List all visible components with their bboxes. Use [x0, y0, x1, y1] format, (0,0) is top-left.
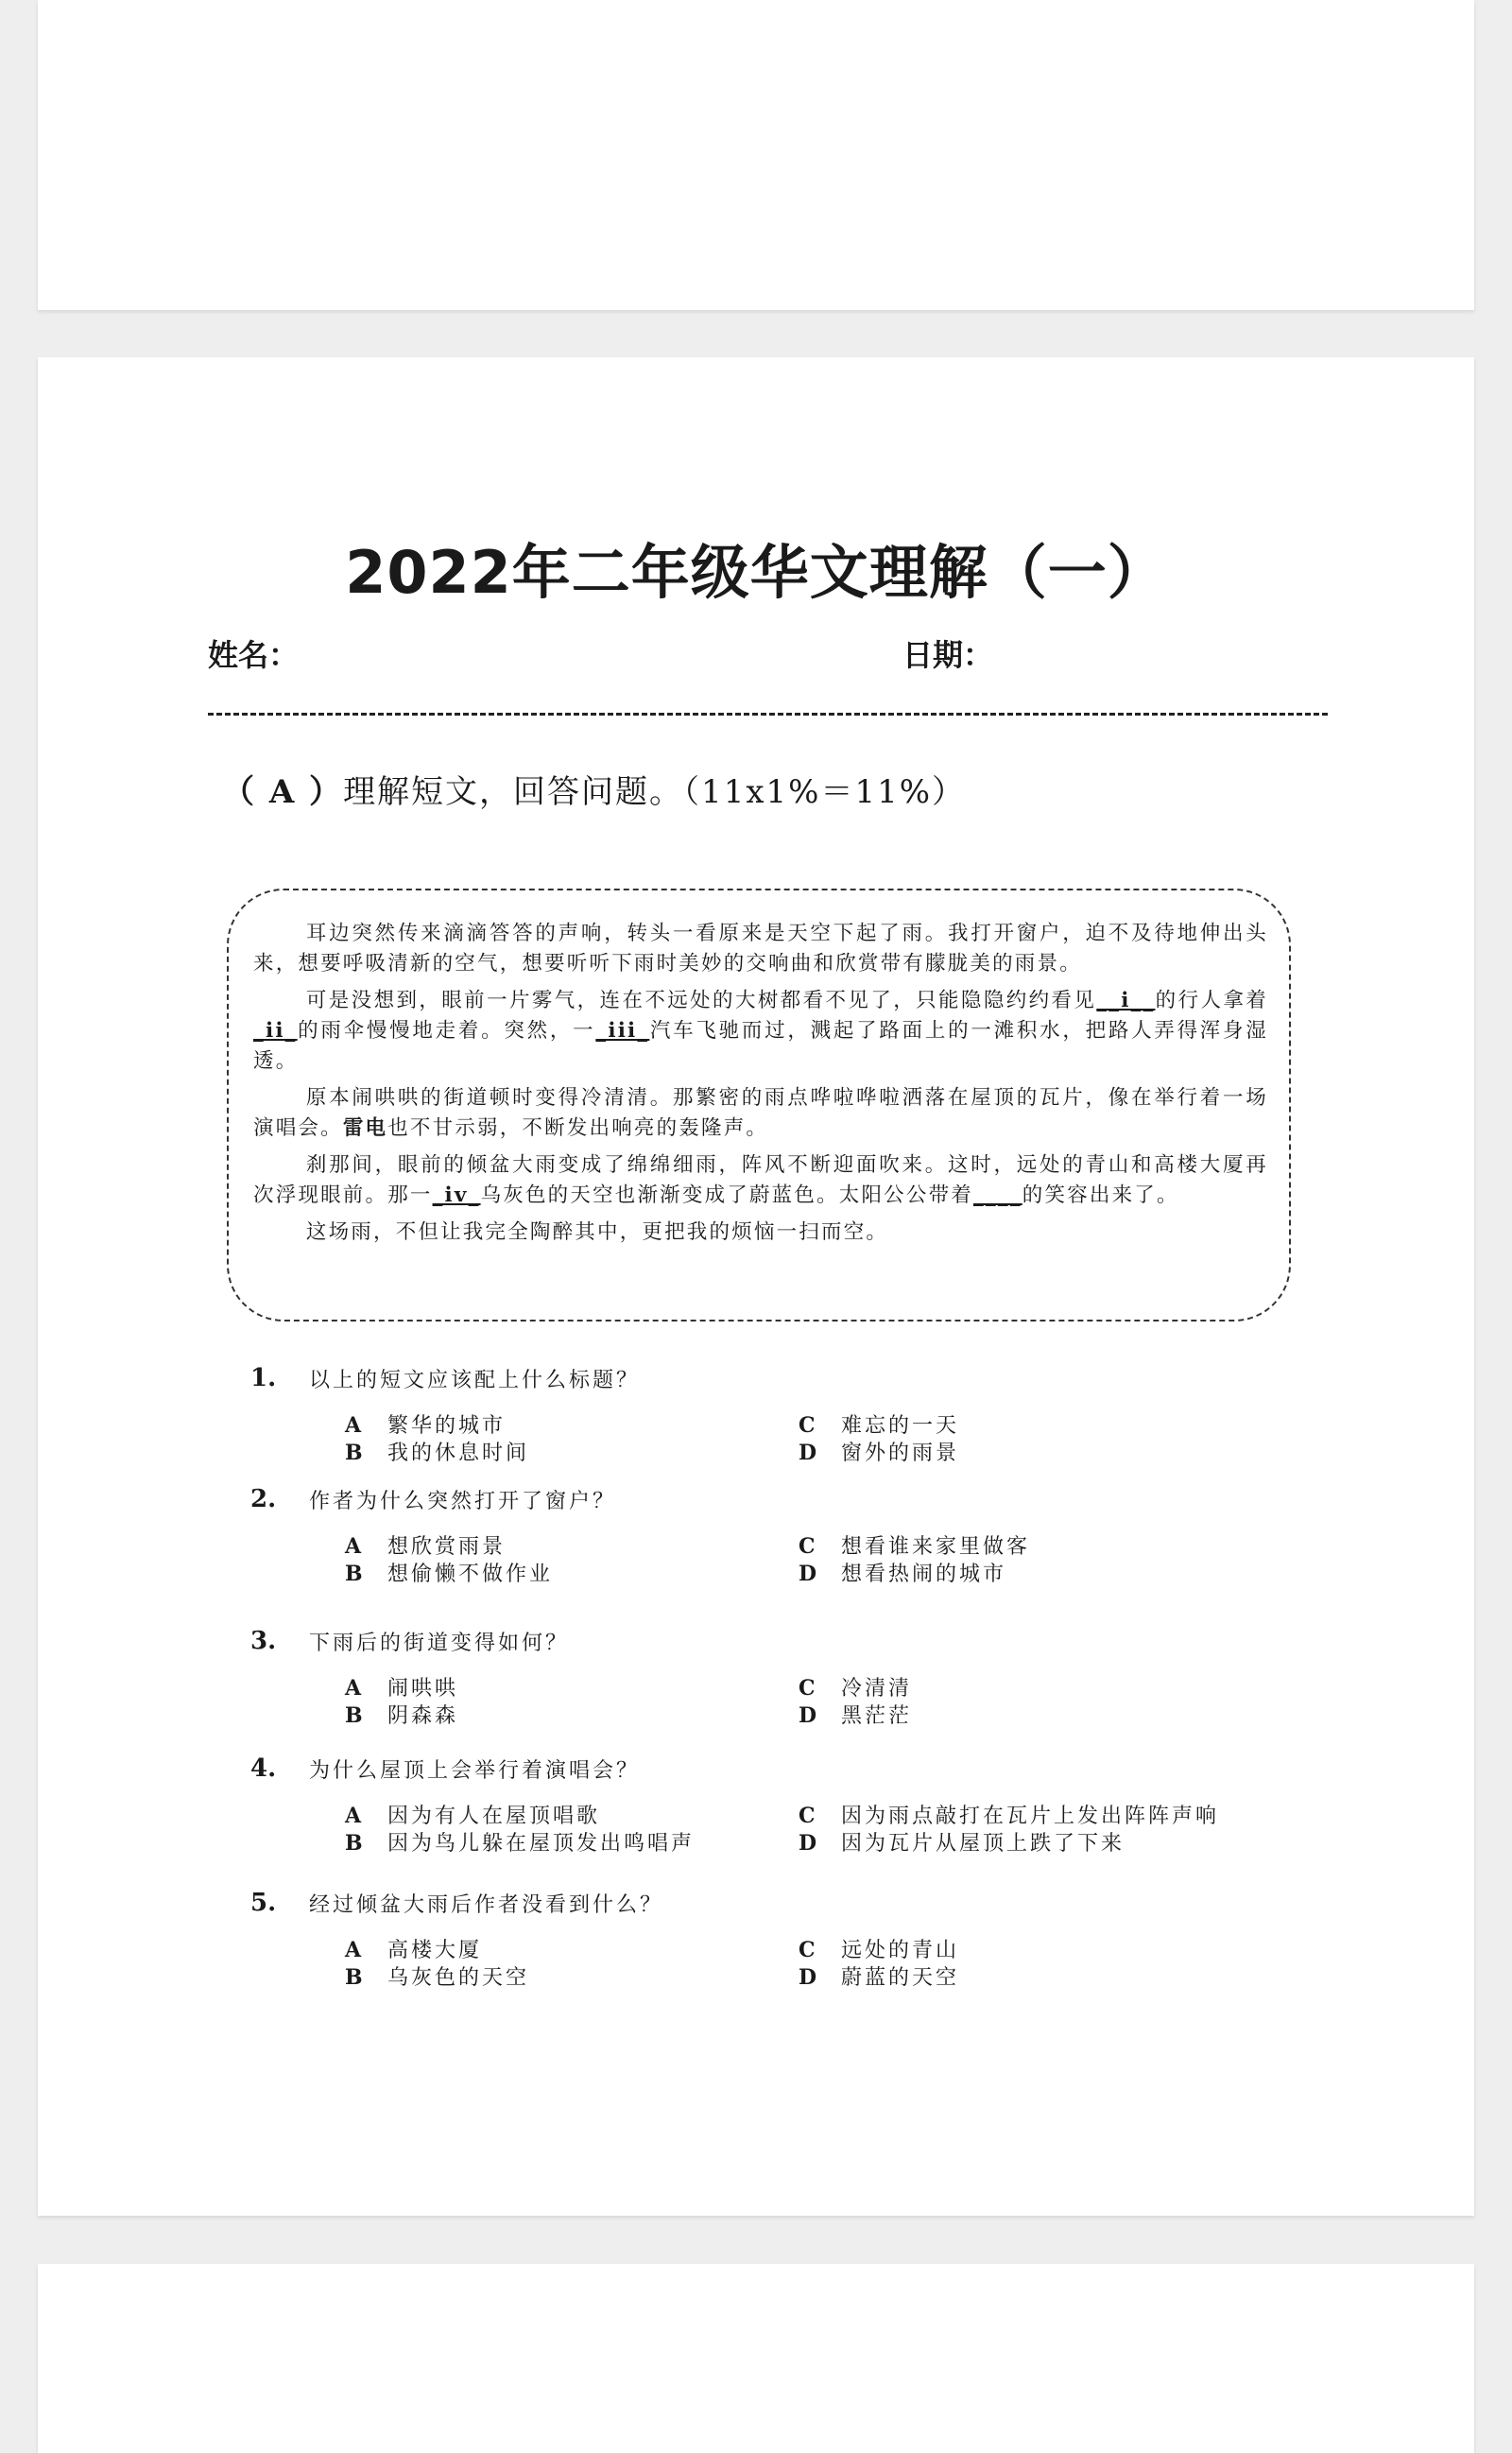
option-letter: A — [345, 1938, 365, 1962]
option-text: 因为有人在屋顶唱歌 — [387, 1805, 601, 1828]
passage-text: 这场雨，不但让我完全陶醉其中，更把我的烦恼一扫而空。 — [305, 1220, 889, 1244]
blank-iii: _iii_ — [595, 1019, 650, 1043]
option-letter: C — [799, 1938, 818, 1962]
option-letter: A — [345, 1676, 365, 1701]
option-letter: A — [345, 1804, 365, 1828]
passage-paragraph-3 — [253, 1083, 1268, 1144]
option-text: 想欣赏雨景 — [387, 1535, 507, 1559]
option-b[interactable] — [345, 1961, 529, 1991]
blank-iv: _iv_ — [432, 1183, 481, 1207]
option-text: 黑茫茫 — [841, 1704, 913, 1728]
option-letter: B — [345, 1831, 366, 1856]
option-d[interactable] — [799, 1558, 1006, 1587]
option-a[interactable] — [345, 1934, 482, 1963]
option-text: 我的休息时间 — [387, 1442, 530, 1465]
passage-text: 也不甘示弱，不断发出响亮的轰隆声。 — [387, 1116, 769, 1140]
option-c[interactable] — [799, 1934, 959, 1963]
option-letter: B — [345, 1703, 366, 1728]
option-letter: D — [799, 1831, 820, 1856]
passage-paragraph-4 — [253, 1150, 1268, 1211]
option-letter: D — [799, 1703, 820, 1728]
option-c[interactable] — [799, 1672, 912, 1702]
blank-ii: _ii_ — [253, 1019, 298, 1043]
option-d[interactable] — [799, 1961, 959, 1991]
option-text: 阴森森 — [387, 1704, 459, 1728]
passage-text: 汽车飞驰而过，溅起了路面上的一滩积水，把路人弄得浑身湿透。 — [253, 1019, 1268, 1073]
previous-page-sheet — [38, 0, 1474, 310]
passage-text: 原本闹哄哄的街道顿时变得冷清清。那繁密的雨点哗啦哗啦洒落在屋顶的瓦片，像在举行着一场演唱会。 — [253, 1086, 1268, 1140]
option-letter: C — [799, 1676, 818, 1701]
next-page-sheet — [38, 2264, 1474, 2453]
passage-text: 的笑容出来了。 — [1022, 1183, 1179, 1207]
option-letter: B — [345, 1441, 366, 1465]
option-text: 冷清清 — [841, 1677, 913, 1701]
passage-paragraph-1 — [253, 919, 1268, 979]
option-b[interactable] — [345, 1437, 529, 1466]
option-text: 因为鸟儿躲在屋顶发出鸣唱声 — [387, 1832, 696, 1856]
passage-text: 耳边突然传来滴滴答答的声响，转头一看原来是天空下起了雨。我打开窗户，迫不及待地伸出头来，想要呼吸清新的空气，想要听听下雨时美妙的交响曲和欣赏带有朦胧美的雨景。 — [253, 922, 1268, 976]
passage-bold-word: 雷电 — [342, 1116, 388, 1140]
option-text: 因为雨点敲打在瓦片上发出阵阵声响 — [841, 1805, 1220, 1828]
option-text: 难忘的一天 — [841, 1414, 960, 1438]
option-letter: B — [345, 1562, 366, 1586]
option-letter: A — [345, 1413, 365, 1438]
option-text: 远处的青山 — [841, 1939, 960, 1962]
passage-text: 乌灰色的天空也渐渐变成了蔚蓝色。太阳公公带着 — [480, 1183, 973, 1207]
option-a[interactable] — [345, 1672, 458, 1702]
section-a-heading — [222, 766, 966, 812]
option-letter: C — [799, 1804, 818, 1828]
question-text: 下雨后的街道变得如何？ — [309, 1632, 570, 1655]
option-a[interactable] — [345, 1409, 506, 1439]
option-letter: C — [799, 1413, 818, 1438]
cut-line-divider — [208, 713, 1328, 716]
option-c[interactable] — [799, 1530, 1030, 1560]
question-text: 以上的短文应该配上什么标题？ — [309, 1369, 641, 1392]
reading-passage — [227, 889, 1291, 1322]
question-text: 为什么屋顶上会举行着演唱会？ — [309, 1759, 641, 1783]
option-text: 繁华的城市 — [387, 1414, 507, 1438]
blank-i: __i__ — [1096, 989, 1156, 1012]
option-b[interactable] — [345, 1700, 458, 1729]
option-a[interactable] — [345, 1800, 600, 1829]
option-letter: A — [345, 1534, 365, 1559]
option-letter: B — [345, 1965, 366, 1990]
date-label: 日期： — [902, 637, 994, 673]
option-d[interactable] — [799, 1437, 959, 1466]
blank-v: ____ — [972, 1183, 1022, 1207]
section-instruction: 理解短文，回答问题。（11x1%＝11%） — [343, 773, 967, 811]
option-c[interactable] — [799, 1800, 1219, 1829]
name-label: 姓名： — [208, 637, 300, 673]
question-number: 1. — [250, 1364, 277, 1392]
option-letter: D — [799, 1562, 820, 1586]
passage-paragraph-2 — [253, 986, 1268, 1077]
section-marker: （ A ） — [222, 773, 344, 811]
worksheet-title: 2022年二年级华文理解（一） — [345, 538, 1167, 607]
option-b[interactable] — [345, 1558, 553, 1587]
question-text: 作者为什么突然打开了窗户？ — [309, 1490, 617, 1513]
question-number: 4. — [250, 1754, 277, 1783]
question-number: 2. — [250, 1485, 277, 1513]
question-number: 3. — [250, 1627, 277, 1655]
question-number: 5. — [250, 1889, 277, 1917]
option-letter: D — [799, 1441, 820, 1465]
option-letter: D — [799, 1965, 820, 1990]
passage-text: 的雨伞慢慢地走着。突然，一 — [297, 1019, 596, 1043]
option-text: 闹哄哄 — [387, 1677, 459, 1701]
option-text: 想看热闹的城市 — [841, 1563, 1007, 1586]
option-c[interactable] — [799, 1409, 959, 1439]
passage-text: 可是没想到，眼前一片雾气，连在不远处的大树都看不见了，只能隐隐约约看见 — [305, 989, 1097, 1012]
option-text: 窗外的雨景 — [841, 1442, 960, 1465]
option-text: 想偷懒不做作业 — [387, 1563, 554, 1586]
option-text: 蔚蓝的天空 — [841, 1966, 960, 1990]
option-d[interactable] — [799, 1700, 912, 1729]
option-letter: C — [799, 1534, 818, 1559]
question-text: 经过倾盆大雨后作者没看到什么？ — [309, 1893, 664, 1917]
option-a[interactable] — [345, 1530, 506, 1560]
option-text: 高楼大厦 — [387, 1939, 483, 1962]
worksheet-page — [38, 357, 1474, 2216]
passage-text: 刹那间，眼前的倾盆大雨变成了绵绵细雨，阵风不断迎面吹来。这时，远处的青山和高楼大厦再次浮现眼前。那一 — [253, 1153, 1268, 1207]
option-b[interactable] — [345, 1827, 695, 1857]
passage-paragraph-5 — [253, 1218, 1268, 1248]
passage-text: 的行人拿着 — [1155, 989, 1268, 1012]
option-text: 乌灰色的天空 — [387, 1966, 530, 1990]
option-d[interactable] — [799, 1827, 1125, 1857]
option-text: 想看谁来家里做客 — [841, 1535, 1031, 1559]
option-text: 因为瓦片从屋顶上跌了下来 — [841, 1832, 1125, 1856]
